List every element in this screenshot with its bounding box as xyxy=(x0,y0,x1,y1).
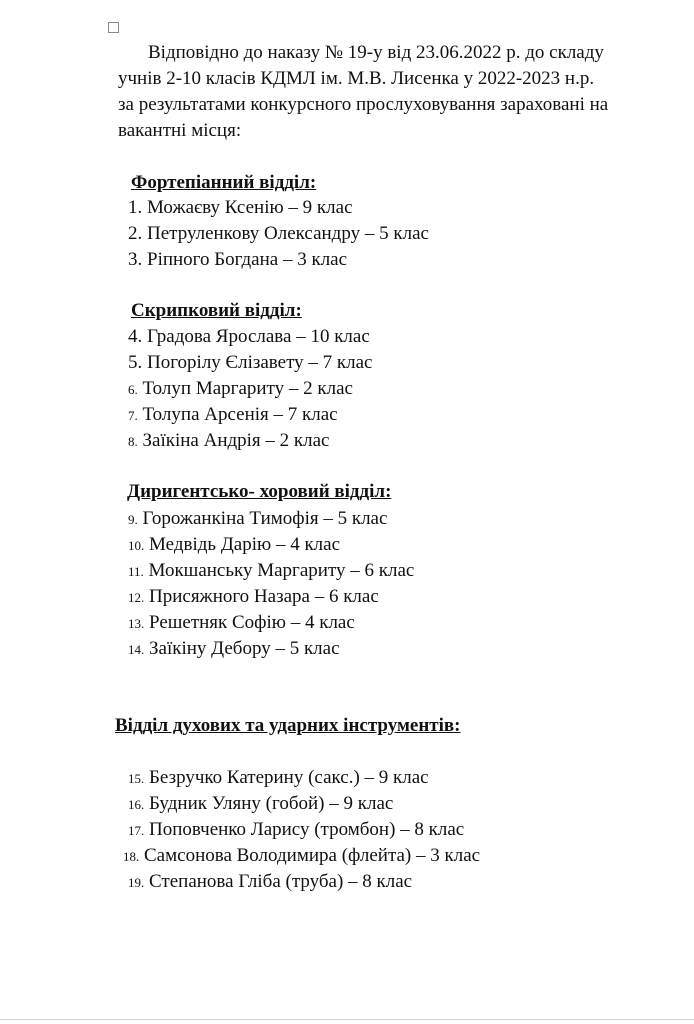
list-item xyxy=(128,818,464,843)
list-item-text: Будник Уляну (гобой) – 9 клас xyxy=(144,793,394,814)
list-item xyxy=(128,222,429,246)
intro-paragraph xyxy=(118,40,684,144)
section-heading: Диригентсько- хоровий відділ: xyxy=(127,481,392,502)
list-item-number: 17. xyxy=(128,823,145,838)
list-item-text: Петруленкову Олександру – 5 клас xyxy=(142,223,429,244)
list-item-text: Можаєву Ксенію – 9 клас xyxy=(142,197,353,218)
list-item-number: 13. xyxy=(128,616,145,631)
list-item xyxy=(128,507,387,532)
list-item xyxy=(128,403,338,428)
list-item-text: Степанова Гліба (труба) – 8 клас xyxy=(144,871,413,892)
intro-line: вакантні місця: xyxy=(118,120,242,141)
list-item xyxy=(128,585,379,610)
list-item-number: 12. xyxy=(128,590,145,605)
list-item-number: 7. xyxy=(128,408,138,423)
list-item xyxy=(128,196,353,220)
list-item xyxy=(128,533,340,558)
list-item-number: 19. xyxy=(128,875,145,890)
list-item-text: Решетняк Софію – 4 клас xyxy=(144,612,355,633)
list-item-number: 10. xyxy=(128,538,145,553)
list-item-number: 3. xyxy=(128,249,143,270)
empty-checkbox-glyph xyxy=(108,22,119,33)
list-item-text: Погорілу Єлізавету – 7 клас xyxy=(142,352,373,373)
intro-line: Відповідно до наказу № 19-у від 23.06.2022 р. до складу xyxy=(148,42,604,63)
list-item-text: Медвідь Дарію – 4 клас xyxy=(144,534,341,555)
list-item-text: Мокшанську Маргариту – 6 клас xyxy=(143,560,415,581)
list-item xyxy=(128,611,355,636)
list-item xyxy=(128,377,353,402)
list-item-number: 5. xyxy=(128,352,143,373)
list-item xyxy=(128,325,370,349)
list-item-text: Безручко Катерину (сакс.) – 9 клас xyxy=(144,767,429,788)
section-heading: Фортепіанний відділ: xyxy=(131,172,317,193)
list-item xyxy=(128,429,330,454)
list-item-number: 16. xyxy=(128,797,145,812)
list-item xyxy=(128,792,393,817)
list-item-number: 9. xyxy=(128,512,138,527)
list-item xyxy=(123,844,480,869)
list-item-text: Ріпного Богдана – 3 клас xyxy=(142,249,348,270)
list-item-text: Градова Ярослава – 10 клас xyxy=(142,326,370,347)
list-item-number: 18. xyxy=(123,849,140,864)
list-item-number: 6. xyxy=(128,382,138,397)
list-item xyxy=(128,870,412,895)
list-item-text: Толупа Арсенія – 7 клас xyxy=(137,404,338,425)
list-item xyxy=(128,351,372,375)
list-item xyxy=(128,559,414,584)
list-item xyxy=(128,637,340,662)
intro-line: за результатами конкурсного прослуховування зараховані на xyxy=(118,94,609,115)
intro-line: учнів 2-10 класів КДМЛ ім. М.В. Лисенка у 2022-2023 н.р. xyxy=(118,68,595,89)
list-item-text: Присяжного Назара – 6 клас xyxy=(144,586,379,607)
list-item xyxy=(128,248,347,272)
list-item-text: Заїкіна Андрія – 2 клас xyxy=(137,430,330,451)
section-heading: Відділ духових та ударних інструментів: xyxy=(115,715,461,736)
page-edge-divider xyxy=(0,1019,694,1020)
list-item-text: Толуп Маргариту – 2 клас xyxy=(137,378,353,399)
list-item-number: 4. xyxy=(128,326,143,347)
list-item-number: 11. xyxy=(128,564,144,579)
list-item xyxy=(128,766,429,791)
list-item-number: 15. xyxy=(128,771,145,786)
list-item-text: Самсонова Володимира (флейта) – 3 клас xyxy=(139,845,481,866)
list-item-number: 2. xyxy=(128,223,143,244)
section-heading: Скрипковий відділ: xyxy=(131,300,302,321)
list-item-text: Горожанкіна Тимофія – 5 клас xyxy=(137,508,388,529)
list-item-number: 1. xyxy=(128,197,143,218)
list-item-number: 8. xyxy=(128,434,138,449)
list-item-number: 14. xyxy=(128,642,145,657)
list-item-text: Поповченко Ларису (тромбон) – 8 клас xyxy=(144,819,465,840)
list-item-text: Заїкіну Дебору – 5 клас xyxy=(144,638,340,659)
